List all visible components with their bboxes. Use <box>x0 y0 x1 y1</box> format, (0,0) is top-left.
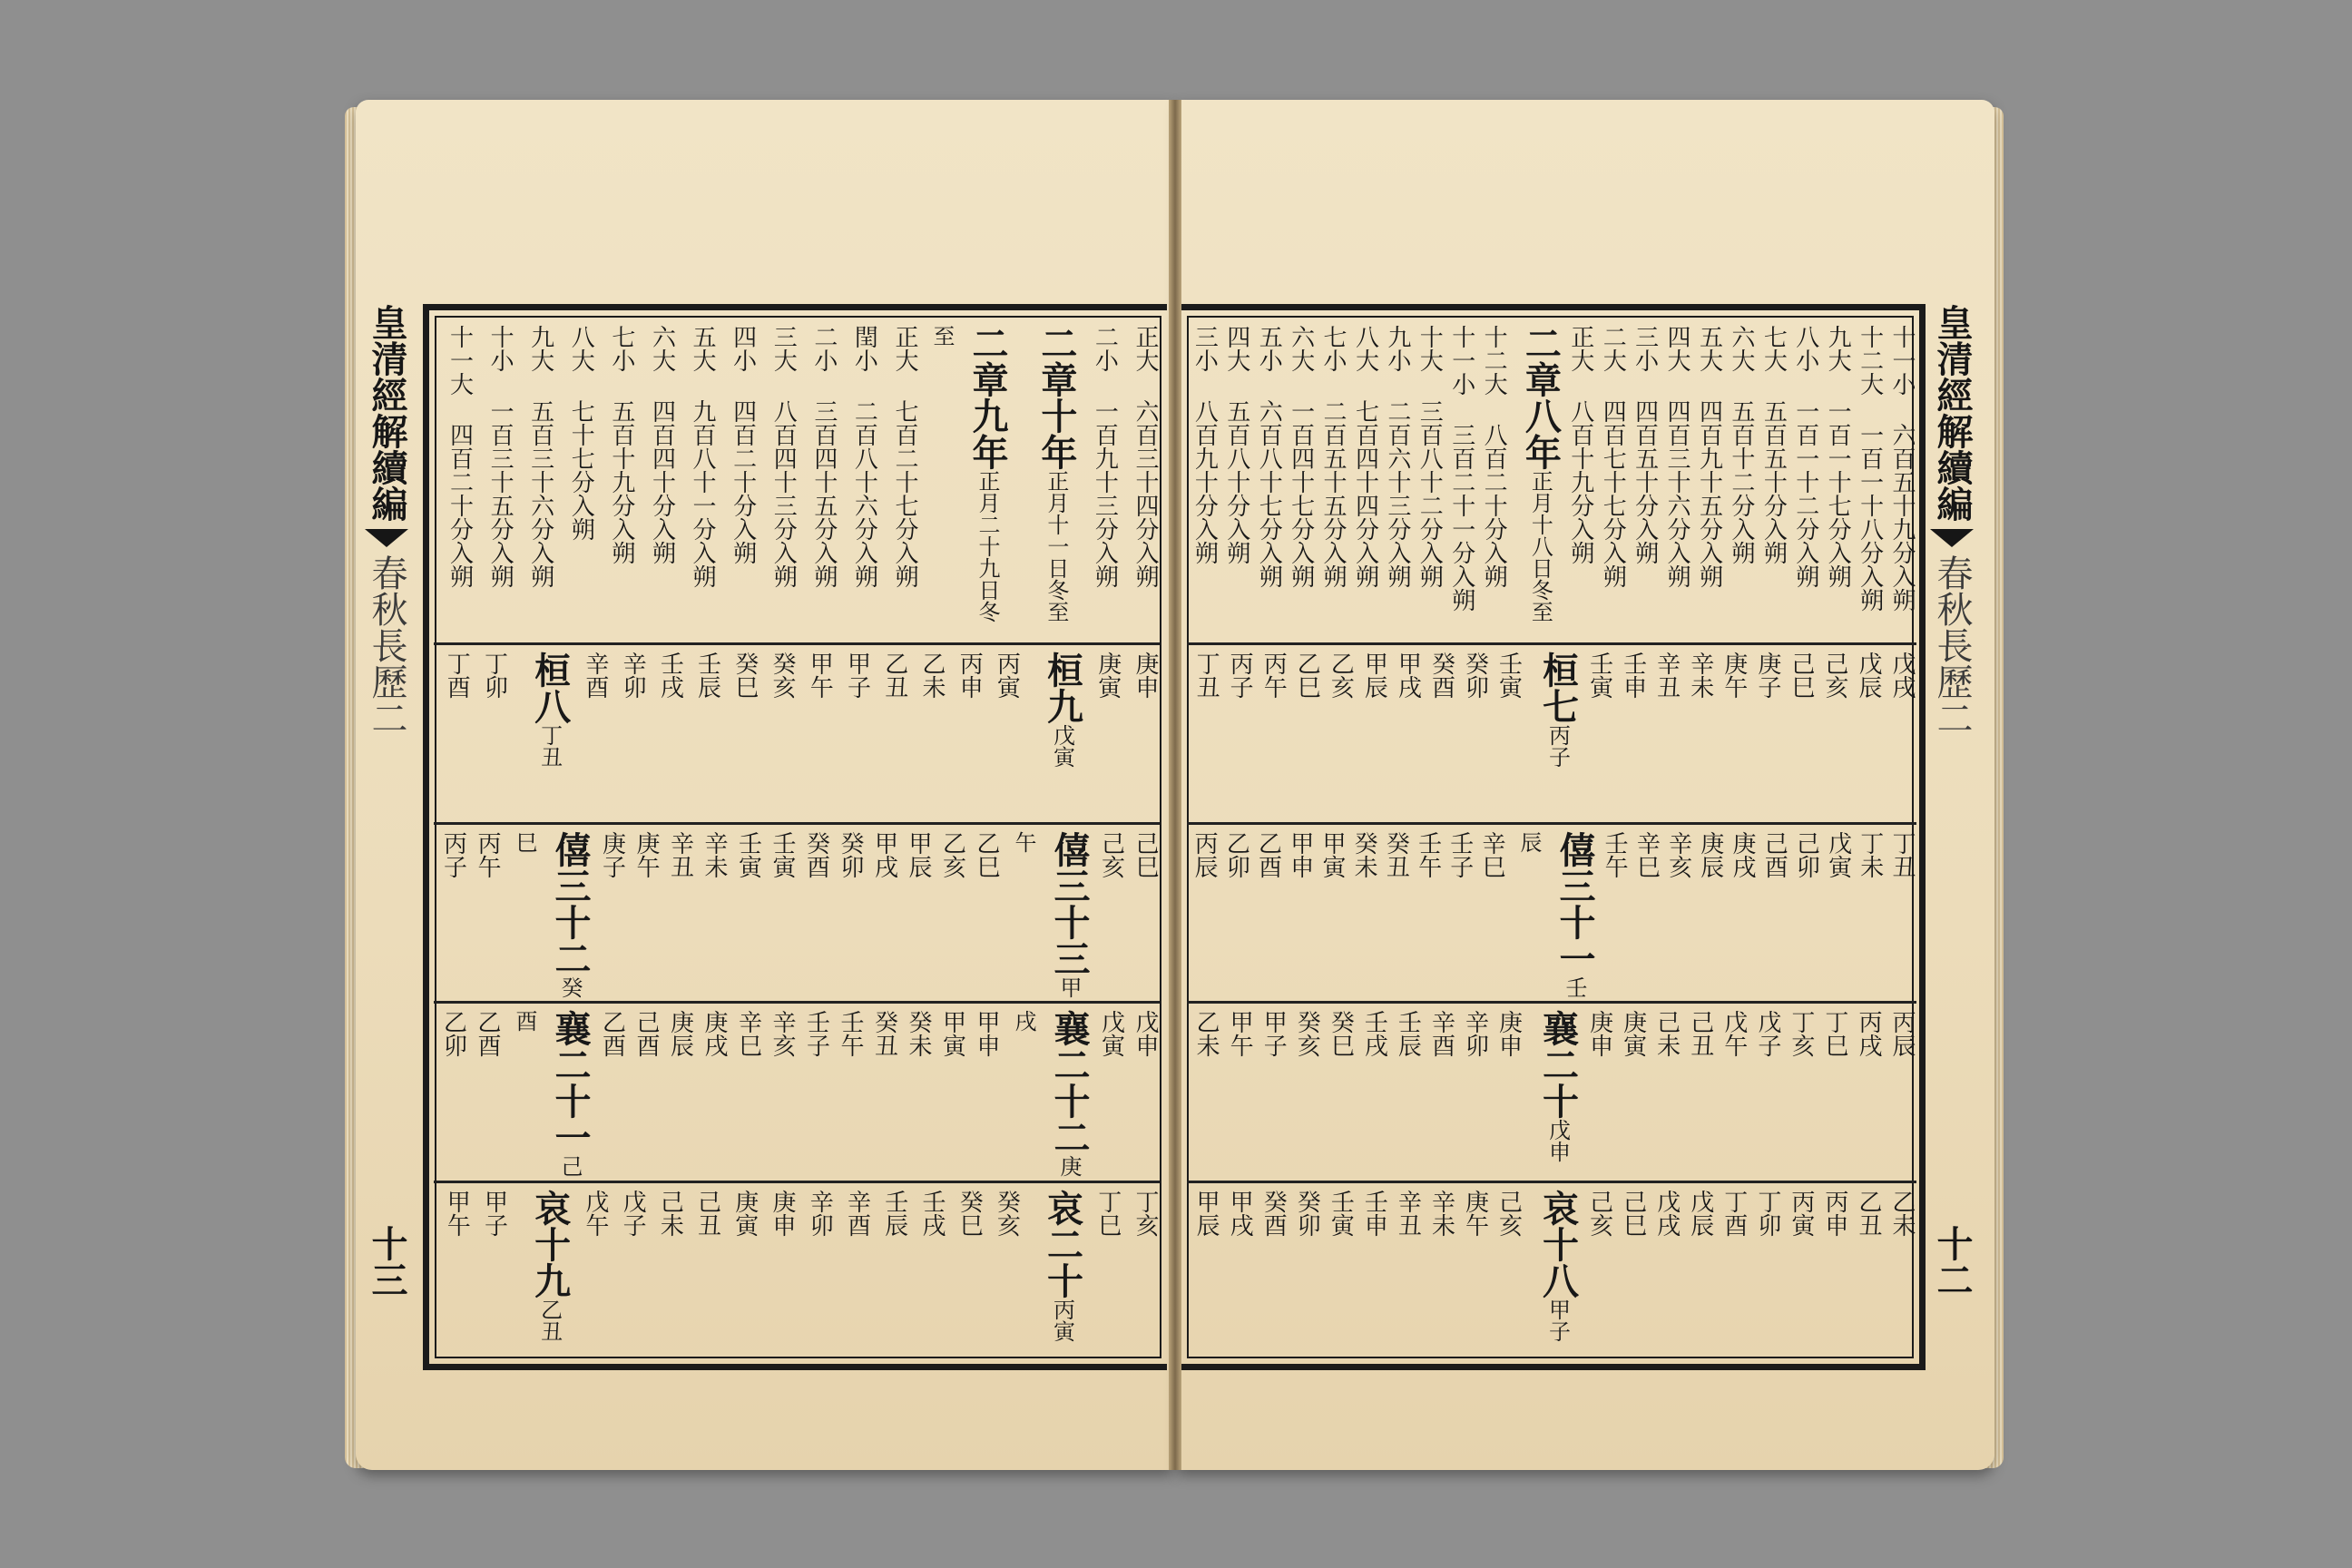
ganzhi-cell: 乙巳 <box>1293 652 1321 699</box>
ganzhi-cell: 辛未 <box>701 830 728 878</box>
ganzhi-cell: 丙辰 <box>1191 830 1219 878</box>
reign-row <box>434 1181 1160 1360</box>
reign-row <box>1187 1001 1916 1181</box>
ganzhi-cell: 己未 <box>1652 1010 1681 1057</box>
ganzhi-cell: 甲寅 <box>938 1010 966 1057</box>
reign-name: 僖三十三 <box>1048 830 1091 976</box>
ganzhi-cell: 辛丑 <box>1652 652 1681 699</box>
month-entry: 七小 二百五十五分入朔 <box>1319 325 1348 588</box>
ganzhi-cell: 丙午 <box>1259 652 1288 699</box>
ganzhi-cell: 甲午 <box>443 1189 471 1237</box>
chapter-year-label: 二章八年 <box>1519 325 1563 470</box>
ganzhi-cell: 乙卯 <box>439 1010 467 1057</box>
ganzhi-cell: 癸巳 <box>730 652 759 699</box>
ganzhi-cell: 辛未 <box>1686 652 1714 699</box>
reign-row <box>434 822 1160 1002</box>
month-entry: 十一小 六百五十九分入朔 <box>1888 325 1916 612</box>
reign-ganzhi: 丁丑 <box>536 724 563 768</box>
month-entry: 十大 三百八十二分入朔 <box>1416 325 1444 588</box>
ganzhi-cell: 己丑 <box>1686 1010 1714 1057</box>
ganzhi-cell: 丙寅 <box>993 652 1021 699</box>
winter-solstice-note: 正月十一日冬至 <box>1043 470 1069 622</box>
reign-year-label <box>509 642 573 822</box>
reign-year-label <box>1021 642 1084 822</box>
ganzhi-cell: 己亥 <box>1097 830 1125 878</box>
ganzhi-cell: 癸未 <box>905 1010 932 1057</box>
ganzhi-cell: 戊寅 <box>1097 1010 1125 1057</box>
month-entry: 九小 二百六十三分入朔 <box>1383 325 1411 588</box>
ganzhi-cell: 丁酉 <box>443 652 471 699</box>
ganzhi-cell: 丁卯 <box>1753 1189 1781 1237</box>
left-page-number: 十三 <box>366 1225 408 1298</box>
winter-solstice-note: 正月二十九日冬至 <box>929 325 1001 622</box>
ganzhi-cell: 丁丑 <box>1192 652 1220 699</box>
ganzhi-cell: 癸卯 <box>837 830 864 878</box>
ganzhi-cell: 戊戌 <box>1888 652 1916 699</box>
month-entry: 九大 五百三十六分入朔 <box>526 325 554 588</box>
ganzhi-cell: 辛丑 <box>1394 1189 1422 1237</box>
ganzhi-cell: 甲子 <box>1259 1010 1288 1057</box>
ganzhi-cell: 甲子 <box>480 1189 508 1237</box>
reign-year-label <box>1524 1181 1581 1360</box>
reign-year-label <box>1524 1001 1581 1181</box>
ganzhi-cell: 己酉 <box>632 1010 660 1057</box>
ganzhi-cell: 丙午 <box>474 830 501 878</box>
ganzhi-cell: 甲寅 <box>1318 830 1346 878</box>
ganzhi-cell: 庚寅 <box>730 1189 759 1237</box>
month-entry: 八大 七百四十四分入朔 <box>1351 325 1379 588</box>
ganzhi-cell: 壬寅 <box>1585 652 1613 699</box>
ganzhi-cell: 乙亥 <box>1327 652 1355 699</box>
ganzhi-cell: 丙辰 <box>1888 1010 1916 1057</box>
reign-name: 僖三十二 <box>549 830 592 976</box>
reign-name: 桓七 <box>1536 652 1580 724</box>
ganzhi-cell: 丙申 <box>956 652 984 699</box>
ganzhi-cell: 甲辰 <box>1192 1189 1220 1237</box>
ganzhi-cell: 壬子 <box>1446 830 1474 878</box>
reign-row <box>434 1001 1160 1181</box>
ganzhi-cell: 壬午 <box>1601 830 1629 878</box>
ganzhi-cell: 己巳 <box>1619 1189 1647 1237</box>
ganzhi-cell: 甲辰 <box>1360 652 1388 699</box>
month-entry: 八小 一百一十二分入朔 <box>1791 325 1819 588</box>
ganzhi-cell: 乙亥 <box>938 830 966 878</box>
ganzhi-cell: 壬戌 <box>917 1189 946 1237</box>
ganzhi-cell: 辛亥 <box>769 1010 796 1057</box>
ganzhi-cell: 庚午 <box>1461 1189 1489 1237</box>
ganzhi-cell: 癸亥 <box>769 652 797 699</box>
ganzhi-cell: 庚申 <box>1494 1010 1523 1057</box>
month-entry: 三大 八百四十三分入朔 <box>769 325 798 588</box>
ganzhi-cell: 己未 <box>656 1189 684 1237</box>
ganzhi-cell: 戊申 <box>1132 1010 1159 1057</box>
ganzhi-cell: 丁巳 <box>1820 1010 1848 1057</box>
ganzhi-cell: 甲辰 <box>905 830 932 878</box>
ganzhi-cell: 丁巳 <box>1093 1189 1122 1237</box>
month-entry: 十一小 三百二十一分入朔 <box>1447 325 1475 612</box>
month-entry: 十一大 四百二十分入朔 <box>446 325 474 588</box>
reign-ganzhi: 庚戌 <box>1011 1010 1082 1177</box>
ganzhi-cell: 戊戌 <box>1652 1189 1681 1237</box>
ganzhi-cell: 甲戌 <box>870 830 898 878</box>
month-header-band <box>434 316 1160 642</box>
month-entry: 五大 四百九十五分入朔 <box>1695 325 1723 588</box>
ganzhi-cell: 壬寅 <box>1494 652 1523 699</box>
reign-ganzhi: 丙子 <box>1544 724 1571 768</box>
ganzhi-cell: 丙申 <box>1820 1189 1848 1237</box>
ganzhi-cell: 壬戌 <box>656 652 684 699</box>
ganzhi-cell: 丙子 <box>439 830 467 878</box>
ganzhi-cell: 壬申 <box>1360 1189 1388 1237</box>
ganzhi-cell: 庚寅 <box>1093 652 1122 699</box>
winter-solstice-note: 正月十八日冬至 <box>1527 470 1553 622</box>
month-entry: 二小 三百四十五分入朔 <box>809 325 838 588</box>
ganzhi-cell: 壬辰 <box>880 1189 908 1237</box>
ganzhi-cell: 辛巳 <box>1632 830 1661 878</box>
reign-year-label <box>509 1181 573 1360</box>
ganzhi-cell: 壬寅 <box>769 830 796 878</box>
ganzhi-cell: 乙酉 <box>598 1010 626 1057</box>
month-entry: 正大 八百十九分入朔 <box>1566 325 1594 564</box>
ganzhi-cell: 甲申 <box>973 1010 1000 1057</box>
chapter-year-heading <box>1010 316 1079 642</box>
reign-name: 襄二十 <box>1536 1010 1580 1119</box>
ganzhi-cell: 丙寅 <box>1787 1189 1815 1237</box>
reign-name: 桓八 <box>528 652 572 724</box>
ganzhi-cell: 戊寅 <box>1824 830 1852 878</box>
ganzhi-cell: 辛酉 <box>581 652 609 699</box>
ganzhi-cell: 壬寅 <box>734 830 762 878</box>
ganzhi-cell: 己亥 <box>1494 1189 1523 1237</box>
month-entry: 六大 五百十二分入朔 <box>1727 325 1755 564</box>
book-gutter <box>1169 100 1181 1470</box>
ganzhi-cell: 壬辰 <box>1394 1010 1422 1057</box>
chapter-year-heading <box>919 316 1010 642</box>
fish-tail-icon <box>1930 529 1974 547</box>
reign-year-label <box>502 822 593 1002</box>
ganzhi-cell: 庚辰 <box>1696 830 1724 878</box>
ganzhi-cell: 乙丑 <box>880 652 908 699</box>
month-entry: 二小 一百九十三分入朔 <box>1091 325 1119 588</box>
reign-row <box>1187 642 1916 822</box>
ganzhi-cell: 辛未 <box>1427 1189 1455 1237</box>
ganzhi-cell: 壬戌 <box>1360 1010 1388 1057</box>
reign-year-label <box>1506 822 1597 1002</box>
fish-tail-icon <box>365 529 408 547</box>
ganzhi-cell: 己卯 <box>1792 830 1820 878</box>
month-entry: 閏小 二百八十六分入朔 <box>850 325 878 588</box>
reign-ganzhi: 戊寅 <box>1049 724 1075 768</box>
reign-ganzhi: 壬辰 <box>1515 830 1587 998</box>
ganzhi-cell: 乙未 <box>1192 1010 1220 1057</box>
month-entry: 六大 一百四十七分入朔 <box>1287 325 1315 588</box>
left-edge-subtitle: 春秋長歷二 <box>366 554 407 736</box>
ganzhi-cell: 壬子 <box>802 1010 830 1057</box>
ganzhi-cell: 壬寅 <box>1327 1189 1355 1237</box>
reign-year-label <box>1524 642 1581 822</box>
reign-name: 襄二十二 <box>1048 1010 1091 1155</box>
reign-year-label <box>1001 1001 1092 1181</box>
month-entry: 三小 八百九十分入朔 <box>1191 325 1219 564</box>
ganzhi-cell: 戊子 <box>619 1189 647 1237</box>
chapter-year-label: 二章十年 <box>1034 325 1078 470</box>
ganzhi-cell: 丁丑 <box>1888 830 1916 878</box>
reign-ganzhi: 乙丑 <box>536 1298 563 1342</box>
ganzhi-cell: 丁未 <box>1856 830 1884 878</box>
left-edge-title: 皇清經解續編 <box>366 304 408 522</box>
ganzhi-cell: 乙酉 <box>1254 830 1282 878</box>
ganzhi-cell: 丁卯 <box>480 652 508 699</box>
reign-name: 襄二十一 <box>549 1010 592 1155</box>
ganzhi-cell: 癸卯 <box>1293 1189 1321 1237</box>
month-entry: 正大 七百二十七分入朔 <box>891 325 919 588</box>
ganzhi-cell: 辛酉 <box>1427 1010 1455 1057</box>
ganzhi-cell: 庚戌 <box>701 1010 728 1057</box>
ganzhi-cell: 庚戌 <box>1728 830 1756 878</box>
ganzhi-cell: 己巳 <box>1132 830 1159 878</box>
ganzhi-cell: 丙子 <box>1226 652 1254 699</box>
ganzhi-cell: 庚子 <box>598 830 626 878</box>
ganzhi-cell: 辛巳 <box>1477 830 1505 878</box>
ganzhi-cell: 癸亥 <box>1293 1010 1321 1057</box>
ganzhi-cell: 庚申 <box>769 1189 797 1237</box>
ganzhi-cell: 庚辰 <box>666 1010 694 1057</box>
ganzhi-cell: 甲午 <box>1226 1010 1254 1057</box>
ganzhi-cell: 辛巳 <box>734 1010 762 1057</box>
month-entry: 十二大 八百二十分入朔 <box>1480 325 1508 588</box>
reign-ganzhi: 丙寅 <box>1049 1298 1075 1342</box>
ganzhi-cell: 乙未 <box>917 652 946 699</box>
ganzhi-cell: 癸卯 <box>1461 652 1489 699</box>
month-entry: 十二大 一百一十八分入朔 <box>1856 325 1884 612</box>
ganzhi-cell: 甲午 <box>806 652 834 699</box>
reign-ganzhi: 甲午 <box>1011 830 1082 998</box>
month-entry: 四小 四百二十分入朔 <box>729 325 757 564</box>
ganzhi-cell: 辛卯 <box>806 1189 834 1237</box>
right-calendar-table <box>1187 316 1916 1359</box>
reign-row <box>1187 822 1916 1002</box>
month-entry: 五小 六百八十七分入朔 <box>1255 325 1283 588</box>
ganzhi-cell: 辛酉 <box>843 1189 871 1237</box>
ganzhi-cell: 戊辰 <box>1686 1189 1714 1237</box>
reign-name: 桓九 <box>1041 652 1084 724</box>
reign-name: 哀二十 <box>1041 1189 1084 1298</box>
month-entry: 九大 一百一十七分入朔 <box>1824 325 1852 588</box>
chapter-year-label: 二章九年 <box>966 325 1010 470</box>
ganzhi-cell: 己酉 <box>1760 830 1788 878</box>
reign-row <box>1187 1181 1916 1360</box>
ganzhi-cell: 甲戌 <box>1394 652 1422 699</box>
ganzhi-cell: 己亥 <box>1585 1189 1613 1237</box>
ganzhi-cell: 庚午 <box>632 830 660 878</box>
ganzhi-cell: 辛卯 <box>1461 1010 1489 1057</box>
reign-row <box>434 642 1160 822</box>
ganzhi-cell: 己丑 <box>693 1189 721 1237</box>
ganzhi-cell: 己巳 <box>1787 652 1815 699</box>
ganzhi-cell: 癸丑 <box>870 1010 898 1057</box>
ganzhi-cell: 壬午 <box>837 1010 864 1057</box>
reign-year-label <box>1021 1181 1084 1360</box>
reign-ganzhi: 戊申 <box>1544 1119 1571 1162</box>
ganzhi-cell: 庚寅 <box>1619 1010 1647 1057</box>
month-header-band <box>1187 316 1916 642</box>
ganzhi-cell: 丁酉 <box>1720 1189 1748 1237</box>
ganzhi-cell: 癸巳 <box>1327 1010 1355 1057</box>
reign-year-label <box>1001 822 1092 1002</box>
ganzhi-cell: 癸酉 <box>1259 1189 1288 1237</box>
left-calendar-table <box>434 316 1160 1359</box>
left-edge-column <box>358 304 415 1370</box>
ganzhi-cell: 癸巳 <box>956 1189 984 1237</box>
reign-name: 哀十八 <box>1536 1189 1580 1298</box>
ganzhi-cell: 乙酉 <box>474 1010 501 1057</box>
chapter-year-heading <box>1508 316 1563 642</box>
month-entry: 四大 四百三十六分入朔 <box>1663 325 1691 588</box>
reign-name: 僖三十一 <box>1553 830 1596 976</box>
ganzhi-cell: 癸亥 <box>993 1189 1021 1237</box>
right-page-number: 十二 <box>1931 1225 1974 1298</box>
ganzhi-cell: 庚申 <box>1585 1010 1613 1057</box>
month-entry: 五大 九百八十一分入朔 <box>689 325 717 588</box>
ganzhi-cell: 庚午 <box>1720 652 1748 699</box>
reign-ganzhi: 甲子 <box>1544 1298 1571 1342</box>
ganzhi-cell: 辛卯 <box>619 652 647 699</box>
ganzhi-cell: 壬辰 <box>693 652 721 699</box>
ganzhi-cell: 丙戌 <box>1854 1010 1882 1057</box>
ganzhi-cell: 癸丑 <box>1382 830 1410 878</box>
right-edge-subtitle: 春秋長歷二 <box>1931 554 1973 736</box>
ganzhi-cell: 壬申 <box>1619 652 1647 699</box>
reign-ganzhi: 癸巳 <box>512 830 583 998</box>
ganzhi-cell: 乙未 <box>1888 1189 1916 1237</box>
ganzhi-cell: 癸酉 <box>802 830 830 878</box>
month-entry: 七小 五百十九分入朔 <box>607 325 635 564</box>
ganzhi-cell: 辛亥 <box>1664 830 1692 878</box>
ganzhi-cell: 戊辰 <box>1854 652 1882 699</box>
ganzhi-cell: 丁亥 <box>1787 1010 1815 1057</box>
month-entry: 三小 四百五十分入朔 <box>1631 325 1659 564</box>
ganzhi-cell: 戊子 <box>1753 1010 1781 1057</box>
month-entry: 四大 五百八十分入朔 <box>1222 325 1250 564</box>
month-entry: 八大 七十七分入朔 <box>567 325 595 541</box>
reign-ganzhi: 己酉 <box>512 1010 583 1177</box>
reign-year-label <box>502 1001 593 1181</box>
month-entry: 正大 六百三十四分入朔 <box>1132 325 1159 588</box>
ganzhi-cell: 戊午 <box>581 1189 609 1237</box>
reign-name: 哀十九 <box>528 1189 572 1298</box>
ganzhi-cell: 己亥 <box>1820 652 1848 699</box>
ganzhi-cell: 戊午 <box>1720 1010 1748 1057</box>
ganzhi-cell: 庚子 <box>1753 652 1781 699</box>
month-entry: 十小 一百三十五分入朔 <box>486 325 514 588</box>
month-entry: 七大 五百五十分入朔 <box>1759 325 1788 564</box>
right-edge-title: 皇清經解續編 <box>1931 304 1974 522</box>
ganzhi-cell: 乙丑 <box>1854 1189 1882 1237</box>
ganzhi-cell: 甲申 <box>1286 830 1314 878</box>
right-edge-column <box>1924 304 1980 1370</box>
ganzhi-cell: 丁亥 <box>1132 1189 1159 1237</box>
ganzhi-cell: 癸酉 <box>1427 652 1455 699</box>
ganzhi-cell: 辛丑 <box>666 830 694 878</box>
month-entry: 二大 四百七十七分入朔 <box>1599 325 1627 588</box>
ganzhi-cell: 甲子 <box>843 652 871 699</box>
ganzhi-cell: 壬午 <box>1414 830 1442 878</box>
ganzhi-cell: 乙巳 <box>973 830 1000 878</box>
ganzhi-cell: 乙卯 <box>1222 830 1250 878</box>
month-entry: 六大 四百四十分入朔 <box>648 325 676 564</box>
ganzhi-cell: 庚申 <box>1132 652 1159 699</box>
ganzhi-cell: 癸未 <box>1350 830 1378 878</box>
ganzhi-cell: 甲戌 <box>1226 1189 1254 1237</box>
